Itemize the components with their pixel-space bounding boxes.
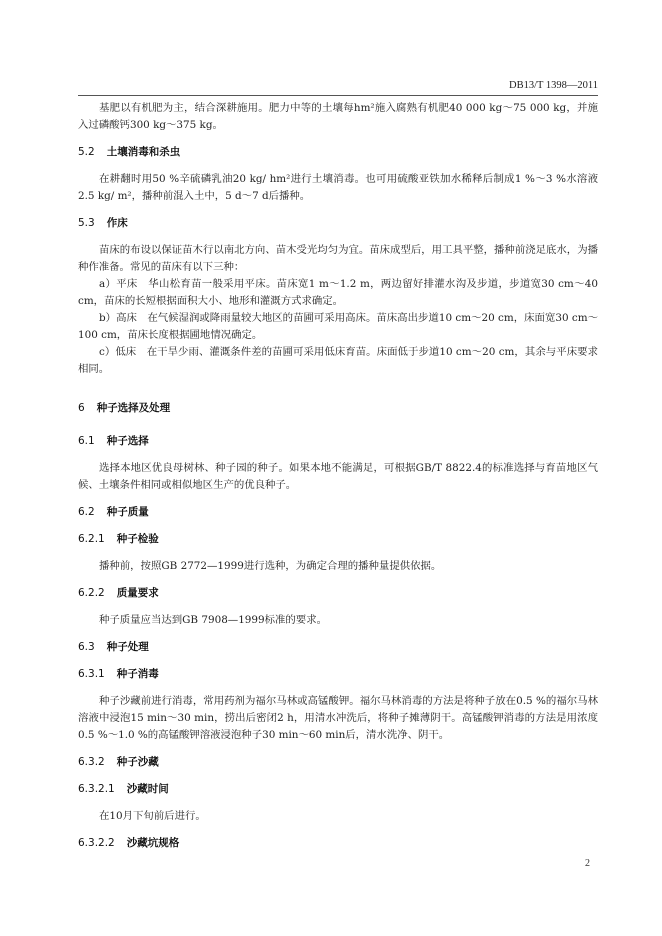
heading-6-2 (78, 504, 598, 521)
heading-6-3 (78, 639, 598, 656)
heading-6-2-1 (78, 531, 598, 548)
heading-title: 沙藏时间 (126, 783, 169, 795)
paragraph-5-3-b: b）高床 在气候湿润或降雨量较大地区的苗圃可采用高床。苗床高出步道10 cm～20 cm，床面宽30 cm～100 cm，苗床长度根据圃地情况确定。 (78, 312, 598, 341)
heading-number: 6.3.2.2 (78, 837, 115, 849)
heading-title: 作床 (106, 217, 128, 229)
heading-number: 6.2.2 (78, 587, 105, 599)
heading-title: 种子选择 (106, 435, 149, 447)
heading-title: 种子选择及处理 (96, 402, 171, 414)
paragraph-6-1: 选择本地区优良母树林、种子园的种子。如果本地不能满足，可根据GB/T 8822.4的标准选择与育苗地区气候、土壤条件相同或相似地区生产的优良种子。 (78, 462, 598, 491)
heading-6-2-2 (78, 585, 598, 602)
heading-6-3-2-1 (78, 781, 598, 798)
heading-number: 6.3.2 (78, 756, 105, 768)
heading-6-1 (78, 433, 598, 450)
heading-title: 质量要求 (116, 587, 159, 599)
paragraph-5-3: 苗床的布设以保证苗木行以南北方向、苗木受光均匀为宜。苗床成型后，用工具平整，播种前浇足底水，为播种作准备。常见的苗床有以下三种： (78, 244, 598, 273)
heading-number: 6.3.2.1 (78, 783, 115, 795)
header-rule (78, 95, 598, 96)
paragraph-5-3-c: c）低床 在干旱少雨、灌溉条件差的苗圃可采用低床育苗。床面低于步道10 cm～20 cm，其余与平床要求相同。 (78, 346, 598, 375)
heading-6-3-2 (78, 754, 598, 771)
paragraph-6-2-2: 种子质量应当达到GB 7908—1999标准的要求。 (99, 614, 327, 626)
paragraph-6-3-1: 种子沙藏前进行消毒，常用药剂为福尔马林或高锰酸钾。福尔马林消毒的方法是将种子放在0.5 %的福尔马林溶液中浸泡15 min～30 min，捞出后密闭2 h，用清水冲洗后，将种子摊薄阴干。高锰酸钾消毒的方法是用浓度0.5 %～1.0 %的高锰酸钾溶液浸泡种子30 min～60 min后，清水洗净、阴干。 (78, 695, 598, 741)
heading-number: 6.3.1 (78, 668, 105, 680)
heading-title: 种子处理 (106, 641, 149, 653)
heading-title: 种子消毒 (116, 668, 159, 680)
heading-6 (78, 400, 598, 417)
heading-title: 土壤消毒和杀虫 (106, 146, 181, 158)
heading-number: 6.2.1 (78, 533, 105, 545)
heading-6-3-2-2 (78, 835, 598, 852)
heading-number: 5.3 (78, 217, 95, 229)
page-number: 2 (585, 858, 590, 869)
paragraph-6-3-2-1: 在10月下旬前后进行。 (99, 810, 206, 822)
paragraph-5-3-a: a）平床 华山松育苗一般采用平床。苗床宽1 m～1.2 m，两边留好排灌水沟及步道，步道宽30 cm～40 cm，苗床的长短根据面积大小、地形和灌溉方式求确定。 (78, 278, 598, 307)
heading-5-3 (78, 215, 598, 232)
heading-number: 6.2 (78, 506, 95, 518)
heading-number: 5.2 (78, 146, 95, 158)
heading-number: 6.3 (78, 641, 95, 653)
heading-title: 种子检验 (116, 533, 159, 545)
paragraph-6-2-1: 播种前，按照GB 2772—1999进行选种，为确定合理的播种量提供依据。 (99, 560, 442, 572)
heading-5-2 (78, 144, 598, 161)
heading-number: 6.1 (78, 435, 95, 447)
heading-title: 种子质量 (106, 506, 149, 518)
paragraph-5-2: 在耕翻时用50 %辛硫磷乳油20 kg/ hm²进行土壤消毒。也可用硫酸亚铁加水稀释后制成1 %～3 %水溶液2.5 kg/ m²，播种前混入土中，5 d～7 d后播种。 (78, 173, 598, 202)
document-body (78, 100, 598, 852)
paragraph-base-fertilizer: 基肥以有机肥为主，结合深耕施用。肥力中等的土壤每hm²施入腐熟有机肥40 000 kg～75 000 kg，并施入过磷酸钙300 kg～375 kg。 (78, 102, 599, 131)
document-id: DB13/T 1398—2011 (509, 80, 598, 91)
heading-number: 6 (78, 402, 85, 414)
heading-title: 沙藏坑规格 (126, 837, 180, 849)
heading-title: 种子沙藏 (116, 756, 159, 768)
heading-6-3-1 (78, 666, 598, 683)
